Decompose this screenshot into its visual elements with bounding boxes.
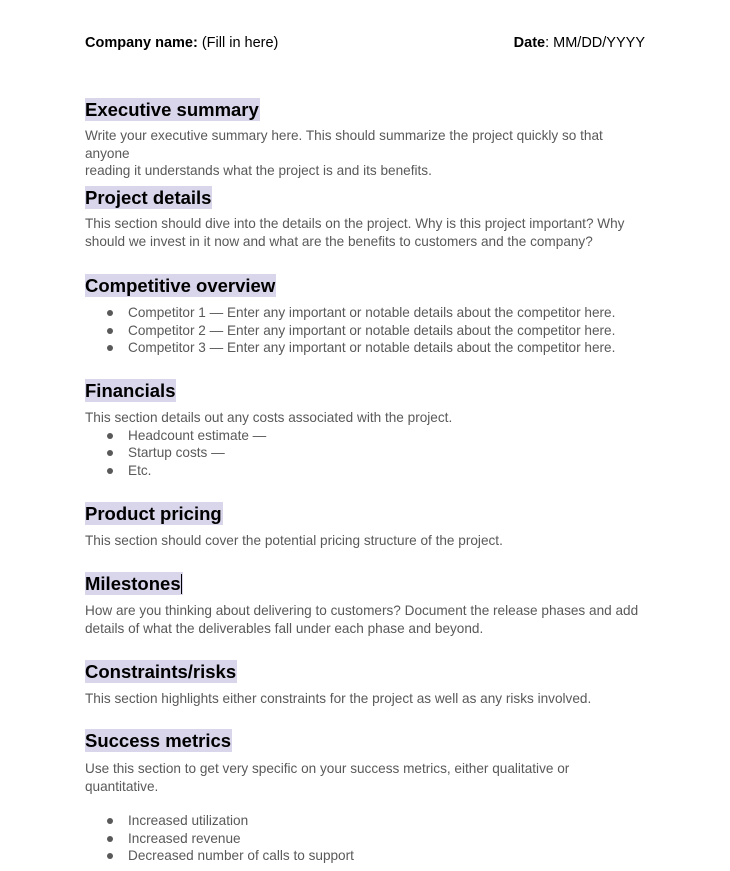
success-metrics-list <box>85 812 645 865</box>
list-item-text: Competitor 3 — Enter any important or notable details about the competitor here. <box>128 340 616 356</box>
list-item-text: Increased utilization <box>128 813 249 829</box>
project-details-paragraph[interactable] <box>85 215 645 250</box>
section-success-metrics <box>85 729 645 865</box>
heading-success-metrics[interactable]: Success metrics <box>85 730 232 751</box>
section-executive-summary <box>85 98 645 180</box>
financials-list <box>85 427 645 480</box>
product-pricing-paragraph[interactable]: This section should cover the potential pricing structure of the project. <box>85 533 503 548</box>
section-competitive-overview <box>85 274 645 357</box>
heading-product-pricing[interactable]: Product pricing <box>85 503 222 524</box>
list-item[interactable] <box>85 830 645 848</box>
bullet-icon <box>107 836 113 842</box>
list-item-text: Headcount estimate — <box>128 427 267 443</box>
bullet-icon <box>107 450 113 456</box>
list-item[interactable] <box>85 444 645 462</box>
company-name-value[interactable]: (Fill in here) <box>197 35 279 51</box>
list-item[interactable] <box>85 847 645 865</box>
section-financials <box>85 379 645 479</box>
heading-executive-summary[interactable]: Executive summary <box>85 99 259 120</box>
heading-milestones[interactable] <box>85 572 183 595</box>
list-item-text: Startup costs — <box>128 445 225 461</box>
bullet-icon <box>107 853 113 859</box>
heading-project-details[interactable]: Project details <box>85 187 212 208</box>
executive-summary-paragraph[interactable] <box>85 127 645 180</box>
list-item[interactable] <box>85 812 645 830</box>
section-product-pricing <box>85 502 645 550</box>
list-item[interactable] <box>85 462 645 480</box>
document-header <box>85 34 645 54</box>
company-name-label: Company name: <box>85 35 198 51</box>
bullet-icon <box>107 328 113 334</box>
bullet-icon <box>107 433 113 439</box>
heading-constraints-risks[interactable]: Constraints/risks <box>85 661 237 682</box>
bullet-icon <box>107 345 113 351</box>
paragraph-line: should we invest in it now and what are the benefits to customers and the company? <box>85 233 593 249</box>
bullet-icon <box>107 310 113 316</box>
section-project-details <box>85 186 645 250</box>
section-milestones <box>85 572 645 637</box>
list-item-text: Competitor 1 — Enter any important or notable details about the competitor here. <box>128 305 616 320</box>
financials-paragraph[interactable]: This section details out any costs associated with the project. <box>85 410 453 425</box>
paragraph-line: details of what the deliverables fall under each phase and beyond. <box>85 620 484 636</box>
list-item[interactable] <box>85 339 645 357</box>
text-cursor <box>181 574 183 594</box>
bullet-icon <box>107 468 113 474</box>
list-item-text: Increased revenue <box>128 830 241 846</box>
bullet-icon <box>107 818 113 824</box>
company-name-field[interactable] <box>85 34 278 52</box>
list-item-text: Competitor 2 — Enter any important or notable details about the competitor here. <box>128 322 616 338</box>
date-label: Date <box>513 35 546 51</box>
paragraph-line: Write your executive summary here. This should summarize the project quickly so that anyone <box>85 128 603 161</box>
paragraph-line: How are you thinking about delivering to customers? Document the release phases and add <box>85 603 639 618</box>
section-constraints-risks <box>85 660 645 708</box>
constraints-risks-paragraph[interactable]: This section highlights either constraints for the project as well as any risks involved. <box>85 691 592 706</box>
list-item[interactable] <box>85 427 645 445</box>
success-metrics-paragraph[interactable]: Use this section to get very specific on your success metrics, either qualitative or quantitative. <box>85 761 570 794</box>
heading-competitive-overview[interactable]: Competitive overview <box>85 275 276 296</box>
list-item[interactable] <box>85 322 645 340</box>
date-value[interactable]: : MM/DD/YYYY <box>545 35 645 51</box>
date-field[interactable] <box>514 34 645 52</box>
heading-financials[interactable]: Financials <box>85 380 176 401</box>
list-item-text: Etc. <box>128 462 152 478</box>
paragraph-line: reading it understands what the project is and its benefits. <box>85 163 432 179</box>
list-item[interactable] <box>85 304 645 322</box>
milestones-paragraph[interactable] <box>85 602 645 637</box>
paragraph-line: This section should dive into the details on the project. Why is this project important? Why <box>85 216 625 231</box>
competitor-list <box>85 304 645 357</box>
list-item-text: Decreased number of calls to support <box>128 848 354 864</box>
heading-milestones-text: Milestones <box>85 573 181 594</box>
